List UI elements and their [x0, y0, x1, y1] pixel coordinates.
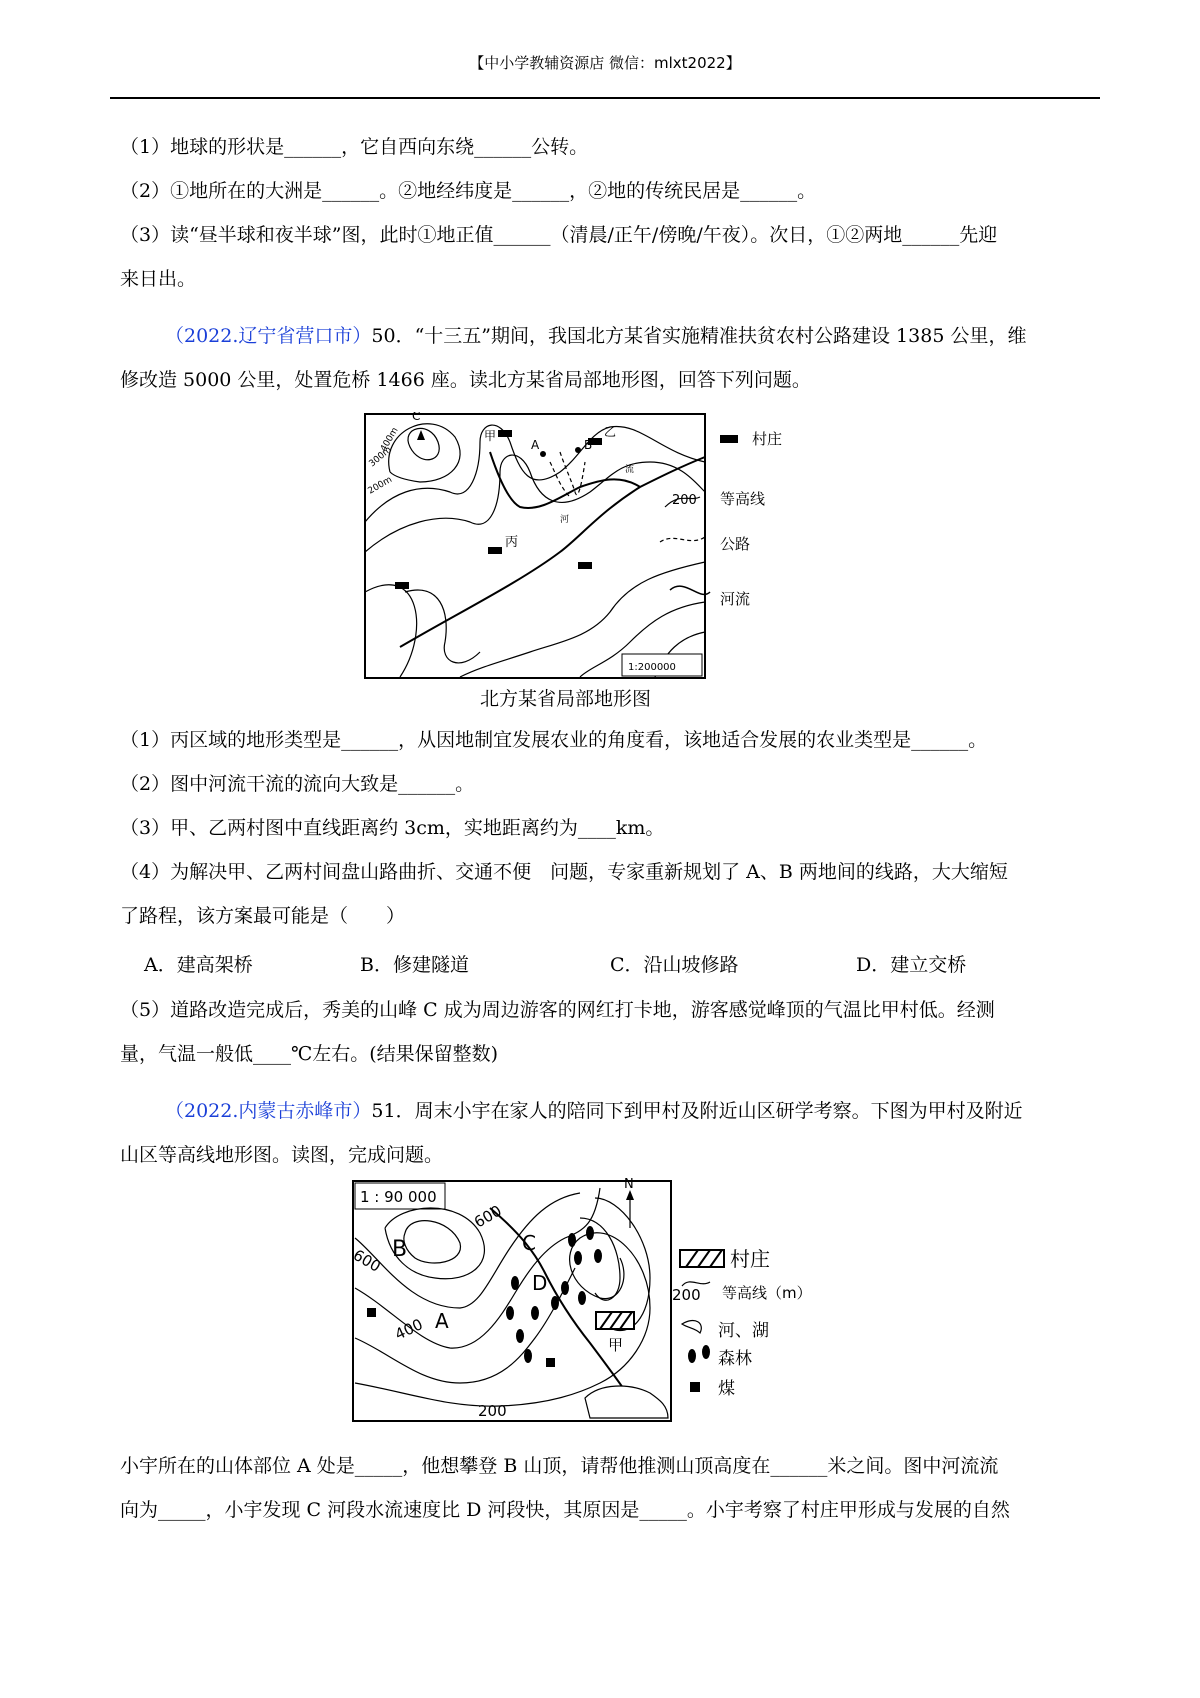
q50-line2: 修改造 5000 公里，处置危桥 1466 座。读北方某省局部地形图，回答下列问题。	[120, 369, 811, 391]
map2-frame	[353, 1181, 671, 1421]
legend-coal: 煤	[718, 1379, 735, 1399]
label-d2: D	[532, 1271, 548, 1295]
q50-sub4: （4）为解决甲、乙两村间盘山路曲折、交通不便 问题，专家重新规划了 A、B 两地间的线路，大大缩短	[120, 861, 1008, 883]
q-line-4: 来日出。	[120, 268, 197, 290]
point-b-dot	[575, 447, 581, 453]
label-b: B	[584, 438, 593, 452]
contour-label-200: 200	[478, 1402, 507, 1420]
q51-intro	[165, 1097, 1023, 1125]
legend-contour-num: 200	[672, 493, 697, 508]
legend-contour2: 等高线（m）	[722, 1284, 812, 1302]
contour-label-300: 300m	[367, 444, 394, 470]
contour-label-400: 400m	[378, 426, 401, 454]
q51-text-2: 向为_____，小宇发现 C 河段水流速度比 D 河段快，其原因是_____。小宇考察了村庄甲形成与发展的自然	[120, 1499, 1010, 1521]
label-a2: A	[435, 1309, 449, 1333]
village-west	[395, 582, 409, 589]
label-b2: B	[392, 1237, 408, 1262]
q50-sub5b: 量，气温一般低____℃左右。(结果保留整数)	[120, 1043, 499, 1065]
legend-village2: 村庄	[730, 1247, 770, 1271]
topo-map-2	[350, 1178, 870, 1428]
q50-sub2: （2）图中河流干流的流向大致是______。	[120, 773, 475, 795]
legend-river-icon2	[682, 1321, 701, 1333]
village-bing	[488, 547, 502, 554]
coal-2	[546, 1358, 555, 1367]
contour-label-200: 200m	[366, 474, 394, 497]
q50-intro	[165, 322, 1026, 350]
q50-line1: 50．“十三五”期间，我国北方某省实施精准扶贫农村公路建设 1385 公里，维	[371, 325, 1027, 347]
q51-source: （2022.内蒙古赤峰市）	[165, 1100, 372, 1122]
river-char-2: 河	[560, 515, 570, 525]
option-d: D．建立交桥	[856, 954, 967, 976]
topo-map-1	[360, 412, 860, 682]
river-char-1: 流	[625, 465, 635, 475]
option-a: A．建高架桥	[144, 954, 253, 976]
legend-road: 公路	[720, 535, 751, 553]
label-jia: 甲	[484, 429, 497, 443]
q50-sub4b: 了路程，该方案最可能是（ ）	[120, 905, 406, 927]
map1-caption: 北方某省局部地形图	[480, 688, 652, 710]
page-header: 【中小学教辅资源店 微信：mlxt2022】	[469, 54, 741, 72]
coal-1	[367, 1308, 376, 1317]
contour-label-600a: 600	[471, 1201, 505, 1232]
legend-forest-icon	[688, 1345, 710, 1363]
label-c: C	[412, 412, 421, 423]
q-line-2: （2）①地所在的大洲是______。②地经纬度是______，②地的传统民居是______。	[120, 180, 817, 202]
label-a: A	[531, 438, 540, 452]
label-yi: 乙	[604, 425, 617, 439]
legend-river: 河流	[720, 590, 751, 608]
contour-label-400: 400	[392, 1315, 426, 1344]
q51-text-1: 小宇所在的山体部位 A 处是_____，他想攀登 B 山顶，请帮他推测山顶高度在______米之间。图中河流流	[120, 1455, 999, 1477]
q51-line2: 山区等高线地形图。读图，完成问题。	[120, 1144, 444, 1166]
q-line-3: （3）读“昼半球和夜半球”图，此时①地正值______（清晨/正午/傍晚/午夜）。次日，①②两地______先迎	[120, 224, 998, 246]
village-south	[578, 562, 592, 569]
north-label: N	[624, 1178, 634, 1192]
q-line-1: （1）地球的形状是______，它自西向东绕______公转。	[120, 136, 589, 158]
q51-line1: 51．周末小宇在家人的陪同下到甲村及附近山区研学考察。下图为甲村及附近	[371, 1100, 1023, 1122]
village-jia	[498, 430, 512, 437]
label-bing: 丙	[505, 535, 519, 550]
legend-coal-icon	[690, 1382, 700, 1392]
q50-sub5: （5）道路改造完成后，秀美的山峰 C 成为周边游客的网红打卡地，游客感觉峰顶的气温比甲村低。经测	[120, 999, 995, 1021]
map1-scale: 1:200000	[628, 662, 676, 673]
q50-source: （2022.辽宁省营口市）	[165, 325, 372, 347]
legend-contour: 等高线	[720, 490, 766, 508]
option-c: C．沿山坡修路	[610, 954, 739, 976]
legend-river2: 河、湖	[718, 1321, 769, 1341]
q50-sub3: （3）甲、乙两村图中直线距离约 3cm，实地距离约为____km。	[120, 817, 665, 839]
label-jia2: 甲	[608, 1336, 624, 1354]
legend-village-icon	[720, 435, 738, 443]
contour-label-600b: 600	[350, 1245, 384, 1276]
label-c2: C	[522, 1231, 536, 1255]
map2-scale: 1 : 90 000	[360, 1188, 437, 1206]
legend-contour-num2: 200	[672, 1286, 701, 1304]
legend-forest: 森林	[718, 1349, 752, 1369]
option-b: B．修建隧道	[360, 954, 469, 976]
q50-sub1: （1）丙区域的地形类型是______，从因地制宜发展农业的角度看，该地适合发展的农业类型是______。	[120, 729, 988, 751]
header-divider	[110, 97, 1100, 99]
point-a-dot	[540, 451, 546, 457]
legend-village: 村庄	[752, 430, 783, 448]
